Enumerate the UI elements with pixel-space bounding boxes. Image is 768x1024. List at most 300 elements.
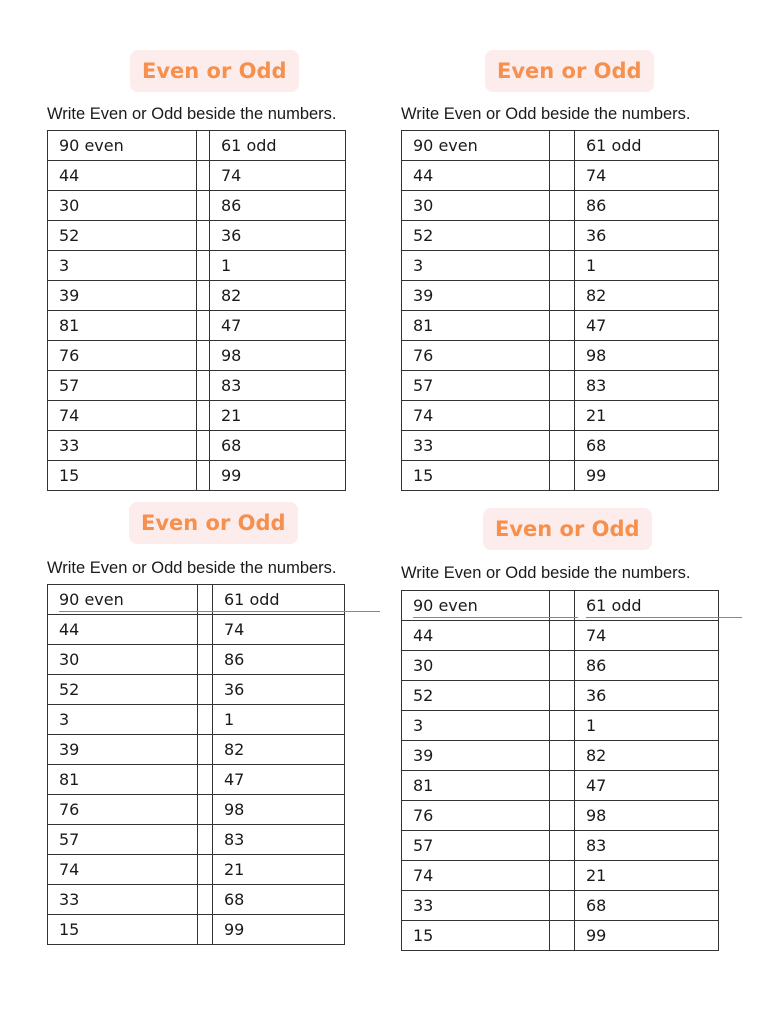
table-row	[402, 131, 719, 161]
spacer-cell	[198, 735, 213, 765]
number-text: 68	[221, 435, 242, 455]
spacer-cell	[197, 221, 210, 251]
number-cell-left	[402, 591, 550, 621]
number-cell-left	[402, 131, 550, 161]
table-row	[402, 771, 719, 801]
instructions: Write Even or Odd beside the numbers.	[401, 105, 691, 123]
table-row	[48, 645, 345, 675]
number-text: 44	[413, 165, 434, 185]
number-cell-right	[213, 795, 345, 825]
number-text: 76	[413, 805, 434, 825]
table-row	[48, 401, 346, 431]
number-text: 15	[413, 465, 434, 485]
number-cell-right	[575, 461, 719, 491]
number-cell-left	[48, 161, 197, 191]
number-cell-right	[213, 825, 345, 855]
number-text: 47	[586, 315, 607, 335]
number-text: 3	[413, 715, 424, 735]
spacer-cell	[550, 771, 575, 801]
number-text: 98	[586, 345, 607, 365]
number-cell-right	[210, 311, 346, 341]
number-text: 82	[586, 745, 607, 765]
number-cell-left	[48, 251, 197, 281]
number-table	[401, 130, 719, 491]
table-row	[402, 741, 719, 771]
number-cell-right	[213, 705, 345, 735]
number-text: 57	[413, 375, 434, 395]
number-cell-right	[213, 645, 345, 675]
number-cell-right	[575, 681, 719, 711]
spacer-cell	[550, 401, 575, 431]
number-text: 74	[413, 405, 434, 425]
number-cell-right	[575, 651, 719, 681]
table-row	[48, 585, 345, 615]
spacer-cell	[198, 855, 213, 885]
number-cell-left	[48, 371, 197, 401]
spacer-cell	[550, 131, 575, 161]
number-cell-right	[210, 341, 346, 371]
number-cell-right	[575, 861, 719, 891]
worksheet-title: Even or Odd	[483, 508, 652, 550]
number-cell-left	[402, 431, 550, 461]
table-row	[402, 401, 719, 431]
table-row	[402, 891, 719, 921]
spacer-cell	[198, 825, 213, 855]
table-row	[48, 855, 345, 885]
number-text: 36	[586, 225, 607, 245]
number-cell-right	[213, 765, 345, 795]
number-cell-left	[48, 645, 198, 675]
number-text: 52	[413, 685, 434, 705]
table-row	[48, 735, 345, 765]
number-cell-right	[210, 131, 346, 161]
spacer-cell	[550, 251, 575, 281]
number-cell-left	[402, 711, 550, 741]
number-cell-right	[575, 401, 719, 431]
number-text: 74	[586, 625, 607, 645]
number-text: 47	[221, 315, 242, 335]
number-text: 86	[586, 655, 607, 675]
number-text: 39	[413, 285, 434, 305]
number-text: 76	[413, 345, 434, 365]
table-row	[48, 765, 345, 795]
spacer-cell	[550, 431, 575, 461]
number-cell-right	[210, 371, 346, 401]
table-row	[48, 795, 345, 825]
table-row	[402, 221, 719, 251]
number-text: 3	[59, 255, 70, 275]
number-cell-right	[575, 191, 719, 221]
number-text: 81	[59, 315, 80, 335]
number-cell-left	[402, 801, 550, 831]
table-row	[402, 831, 719, 861]
number-text: 61 odd	[586, 596, 682, 616]
number-text: 83	[224, 829, 245, 849]
table-row	[402, 191, 719, 221]
table-row	[402, 861, 719, 891]
worksheet-bottom-left	[47, 504, 367, 945]
number-text: 21	[586, 865, 607, 885]
number-cell-left	[402, 741, 550, 771]
number-cell-left	[402, 651, 550, 681]
number-text: 1	[221, 255, 232, 275]
table-row	[48, 705, 345, 735]
number-text: 74	[586, 165, 607, 185]
title-banner-wrap	[47, 50, 367, 94]
spacer-cell	[550, 741, 575, 771]
number-cell-right	[210, 431, 346, 461]
number-text: 74	[221, 165, 242, 185]
number-table	[47, 584, 345, 945]
number-text: 57	[59, 375, 80, 395]
number-cell-right	[210, 401, 346, 431]
instructions: Write Even or Odd beside the numbers.	[401, 564, 691, 582]
number-cell-left	[402, 221, 550, 251]
number-table	[401, 590, 719, 951]
number-text: 33	[59, 435, 80, 455]
number-cell-left	[48, 461, 197, 491]
number-text: 44	[59, 165, 80, 185]
spacer-cell	[550, 651, 575, 681]
table-row	[48, 371, 346, 401]
number-text: 86	[221, 195, 242, 215]
spacer-cell	[198, 795, 213, 825]
number-text: 52	[413, 225, 434, 245]
number-text: 36	[221, 225, 242, 245]
worksheet-title: Even or Odd	[485, 50, 654, 92]
spacer-cell	[198, 615, 213, 645]
number-cell-left	[402, 461, 550, 491]
number-cell-left	[48, 401, 197, 431]
number-text: 74	[413, 865, 434, 885]
number-cell-right	[210, 221, 346, 251]
spacer-cell	[198, 705, 213, 735]
number-text: 44	[413, 625, 434, 645]
table-row	[402, 431, 719, 461]
spacer-cell	[198, 915, 213, 945]
number-text: 21	[586, 405, 607, 425]
table-row	[402, 651, 719, 681]
number-cell-right	[575, 161, 719, 191]
number-text: 99	[221, 465, 242, 485]
instructions: Write Even or Odd beside the numbers.	[47, 559, 337, 577]
spacer-cell	[197, 341, 210, 371]
number-text: 76	[59, 799, 80, 819]
worksheet-bottom-right	[401, 508, 721, 951]
number-text: 30	[413, 195, 434, 215]
number-text: 39	[59, 739, 80, 759]
number-cell-left	[402, 161, 550, 191]
spacer-cell	[198, 885, 213, 915]
number-cell-left	[48, 585, 198, 615]
number-cell-left	[48, 885, 198, 915]
number-text: 74	[224, 619, 245, 639]
spacer-cell	[550, 921, 575, 951]
number-text: 83	[221, 375, 242, 395]
spacer-cell	[197, 371, 210, 401]
spacer-cell	[197, 161, 210, 191]
spacer-cell	[550, 341, 575, 371]
number-text: 39	[413, 745, 434, 765]
number-cell-right	[575, 711, 719, 741]
number-text: 83	[586, 835, 607, 855]
number-cell-left	[48, 615, 198, 645]
number-text: 61 odd	[221, 135, 277, 155]
number-cell-left	[402, 311, 550, 341]
spacer-cell	[550, 681, 575, 711]
number-text: 1	[586, 255, 597, 275]
title-banner-wrap	[47, 504, 367, 548]
number-cell-left	[402, 831, 550, 861]
worksheet-top-right	[401, 50, 721, 491]
number-text: 21	[221, 405, 242, 425]
number-cell-right	[575, 131, 719, 161]
table-row	[48, 341, 346, 371]
number-cell-right	[213, 615, 345, 645]
number-text: 30	[59, 649, 80, 669]
answer-line	[59, 611, 224, 612]
number-text: 82	[221, 285, 242, 305]
number-cell-left	[402, 681, 550, 711]
answer-line	[224, 611, 380, 612]
spacer-cell	[550, 861, 575, 891]
number-table	[47, 130, 346, 491]
table-row	[48, 675, 345, 705]
number-text: 15	[59, 919, 80, 939]
number-text: 82	[586, 285, 607, 305]
number-text: 1	[586, 715, 597, 735]
number-text: 36	[224, 679, 245, 699]
number-cell-right	[210, 251, 346, 281]
number-text: 21	[224, 859, 245, 879]
number-text: 15	[413, 925, 434, 945]
table-row	[402, 711, 719, 741]
spacer-cell	[550, 461, 575, 491]
number-text: 99	[586, 465, 607, 485]
table-row	[402, 621, 719, 651]
spacer-cell	[550, 281, 575, 311]
number-cell-left	[48, 765, 198, 795]
number-cell-left	[402, 891, 550, 921]
number-cell-right	[213, 585, 345, 615]
table-row	[402, 801, 719, 831]
spacer-cell	[197, 251, 210, 281]
table-row	[48, 461, 346, 491]
number-cell-right	[575, 801, 719, 831]
table-row	[402, 591, 719, 621]
number-cell-left	[48, 221, 197, 251]
number-cell-right	[575, 251, 719, 281]
number-cell-left	[48, 431, 197, 461]
table-row	[402, 921, 719, 951]
table-row	[48, 311, 346, 341]
number-cell-right	[213, 675, 345, 705]
spacer-cell	[550, 831, 575, 861]
table-row	[48, 431, 346, 461]
spacer-cell	[197, 401, 210, 431]
spacer-cell	[198, 675, 213, 705]
number-cell-left	[48, 191, 197, 221]
table-row	[48, 615, 345, 645]
table-row	[402, 281, 719, 311]
number-text: 81	[413, 315, 434, 335]
number-cell-left	[402, 251, 550, 281]
number-cell-left	[402, 341, 550, 371]
number-text: 68	[224, 889, 245, 909]
number-cell-right	[575, 341, 719, 371]
table-row	[402, 681, 719, 711]
number-cell-right	[210, 461, 346, 491]
number-cell-left	[48, 825, 198, 855]
table-row	[48, 885, 345, 915]
number-cell-right	[575, 281, 719, 311]
number-cell-right	[210, 161, 346, 191]
number-text: 30	[413, 655, 434, 675]
number-text: 74	[59, 859, 80, 879]
number-cell-left	[48, 311, 197, 341]
number-text: 99	[586, 925, 607, 945]
number-cell-left	[48, 281, 197, 311]
number-text: 30	[59, 195, 80, 215]
spacer-cell	[197, 461, 210, 491]
number-text: 83	[586, 375, 607, 395]
number-cell-right	[575, 891, 719, 921]
number-cell-left	[402, 401, 550, 431]
number-cell-right	[575, 741, 719, 771]
number-cell-left	[48, 341, 197, 371]
number-cell-left	[402, 771, 550, 801]
table-row	[402, 341, 719, 371]
number-cell-left	[48, 735, 198, 765]
number-text: 74	[59, 405, 80, 425]
table-row	[48, 915, 345, 945]
instructions: Write Even or Odd beside the numbers.	[47, 105, 337, 123]
number-cell-left	[402, 621, 550, 651]
table-row	[402, 371, 719, 401]
number-text: 33	[59, 889, 80, 909]
table-row	[48, 131, 346, 161]
number-cell-left	[402, 371, 550, 401]
number-text: 90 even	[59, 590, 164, 610]
worksheet-title: Even or Odd	[130, 50, 299, 92]
spacer-cell	[197, 131, 210, 161]
spacer-cell	[198, 765, 213, 795]
number-cell-right	[575, 771, 719, 801]
number-cell-right	[213, 885, 345, 915]
spacer-cell	[550, 161, 575, 191]
number-text: 98	[586, 805, 607, 825]
number-text: 3	[413, 255, 424, 275]
spacer-cell	[197, 311, 210, 341]
number-text: 33	[413, 435, 434, 455]
number-text: 98	[221, 345, 242, 365]
number-text: 1	[224, 709, 235, 729]
spacer-cell	[198, 645, 213, 675]
number-cell-left	[48, 795, 198, 825]
title-banner-wrap	[401, 50, 721, 94]
number-cell-right	[575, 371, 719, 401]
number-cell-right	[210, 281, 346, 311]
table-row	[402, 251, 719, 281]
number-text: 15	[59, 465, 80, 485]
spacer-cell	[550, 311, 575, 341]
answer-line	[413, 617, 578, 618]
answer-line	[586, 617, 742, 618]
table-row	[48, 825, 345, 855]
number-text: 86	[224, 649, 245, 669]
number-text: 52	[59, 225, 80, 245]
number-cell-right	[213, 915, 345, 945]
table-row	[48, 191, 346, 221]
number-cell-left	[48, 675, 198, 705]
number-text: 76	[59, 345, 80, 365]
number-text: 61 odd	[586, 135, 642, 155]
spacer-cell	[550, 621, 575, 651]
number-cell-left	[402, 281, 550, 311]
number-text: 90 even	[59, 135, 124, 155]
worksheet-top-left	[47, 50, 367, 491]
spacer-cell	[550, 191, 575, 221]
number-cell-left	[402, 921, 550, 951]
number-cell-right	[575, 591, 719, 621]
number-text: 81	[413, 775, 434, 795]
number-text: 36	[586, 685, 607, 705]
number-text: 39	[59, 285, 80, 305]
number-cell-right	[213, 735, 345, 765]
number-text: 52	[59, 679, 80, 699]
number-cell-left	[402, 191, 550, 221]
number-text: 86	[586, 195, 607, 215]
number-cell-right	[575, 311, 719, 341]
spacer-cell	[197, 281, 210, 311]
number-text: 99	[224, 919, 245, 939]
number-text: 61 odd	[224, 590, 320, 610]
table-row	[402, 311, 719, 341]
table-row	[48, 161, 346, 191]
number-text: 47	[586, 775, 607, 795]
table-row	[402, 161, 719, 191]
title-banner-wrap	[401, 508, 721, 552]
spacer-cell	[550, 801, 575, 831]
number-cell-left	[48, 705, 198, 735]
table-row	[48, 281, 346, 311]
number-cell-left	[48, 915, 198, 945]
number-text: 57	[413, 835, 434, 855]
number-cell-left	[48, 131, 197, 161]
number-text: 82	[224, 739, 245, 759]
table-row	[402, 461, 719, 491]
number-text: 57	[59, 829, 80, 849]
number-cell-left	[48, 855, 198, 885]
number-text: 33	[413, 895, 434, 915]
worksheet-title: Even or Odd	[129, 502, 298, 544]
table-row	[48, 251, 346, 281]
table-row	[48, 221, 346, 251]
number-text: 44	[59, 619, 80, 639]
spacer-cell	[197, 191, 210, 221]
number-cell-right	[575, 921, 719, 951]
number-text: 81	[59, 769, 80, 789]
number-text: 3	[59, 709, 70, 729]
number-text: 90 even	[413, 135, 478, 155]
spacer-cell	[550, 891, 575, 921]
number-cell-right	[210, 191, 346, 221]
number-cell-right	[213, 855, 345, 885]
number-text: 90 even	[413, 596, 518, 616]
number-cell-right	[575, 831, 719, 861]
spacer-cell	[550, 371, 575, 401]
number-text: 98	[224, 799, 245, 819]
